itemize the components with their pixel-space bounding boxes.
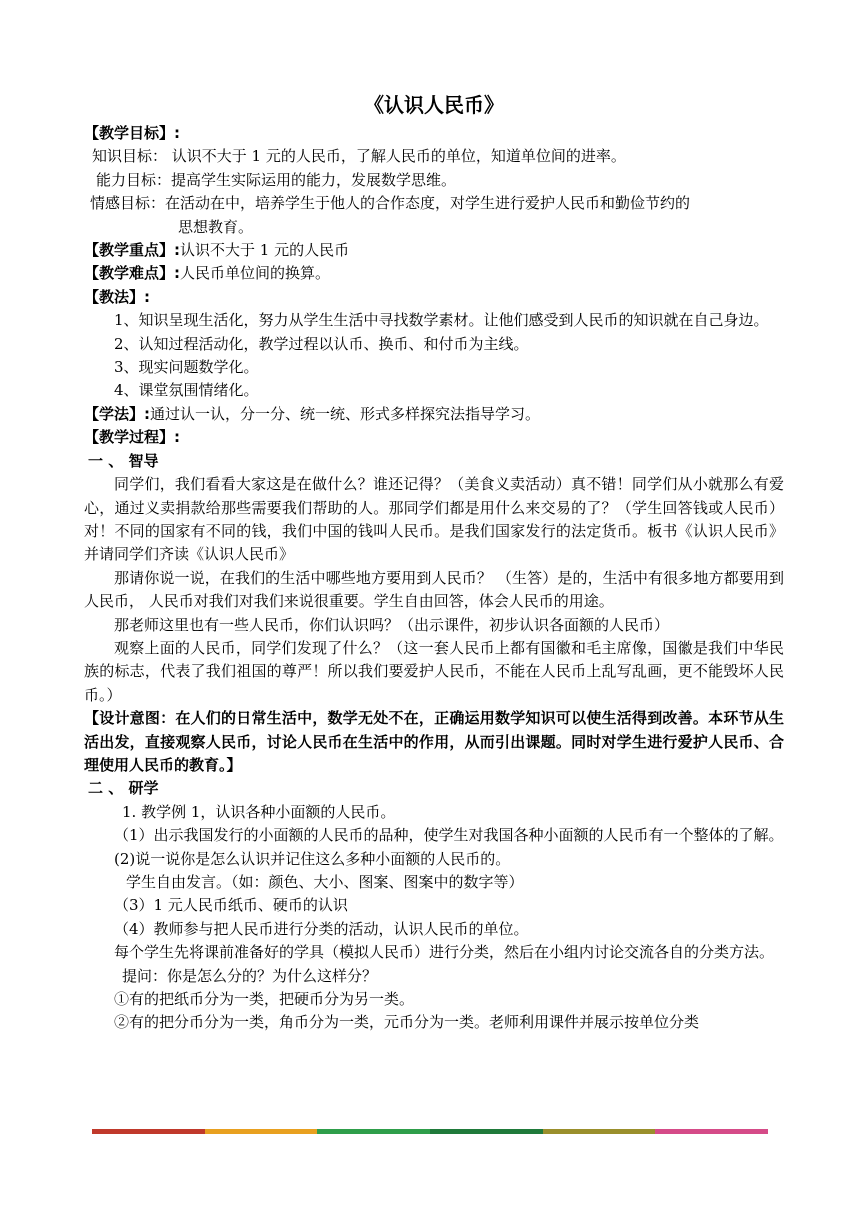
goal-emotion-line2: 思想教育。 <box>178 217 254 236</box>
document-page <box>84 90 784 1035</box>
difficulty-line <box>84 262 784 285</box>
section1-paragraph: 同学们，我们看看大家这是在做什么？谁还记得？（美食义卖活动）真不错！同学们从小就那么有爱心，通过义卖捐款给那些需要我们帮助的人。那同学们都是用什么来交易的了？（学生回答钱或人民币）对！不同的国家有不同的钱，我们中国的钱叫人民币。是我们国家发行的法定货币。板书《认识人民币》并请同学们齐读《认识人民币》 <box>84 475 784 564</box>
footer-segment <box>317 1129 430 1134</box>
section2-item: (2)说一说你是怎么认识并记住这么多种小面额的人民币的。 <box>114 849 511 868</box>
difficulty-text: 人民币单位间的换算。 <box>180 264 331 283</box>
goal-ability: 能力目标：提高学生实际运用的能力，发展数学思维。 <box>96 170 457 189</box>
footer-segment <box>430 1129 543 1134</box>
section2-item: 学生自由发言。（如：颜色、大小、图案、图案中的数字等） <box>126 873 524 891</box>
goal-emotion-line1: 情感目标：在活动在中，培养学生于他人的合作态度，对学生进行爱护人民币和勤俭节约的 <box>90 194 691 213</box>
section2-title: 二 、 研学 <box>88 779 159 798</box>
method-item: 4、课堂氛围情绪化。 <box>114 381 259 400</box>
section2-item: （3）1 元人民币纸币、硬币的认识 <box>114 896 348 915</box>
document-title: 《认识人民币》 <box>364 93 504 117</box>
focus-line <box>84 239 784 262</box>
footer-segment <box>655 1129 768 1134</box>
footer-segment <box>92 1129 205 1134</box>
section2-item: 每个学生先将课前准备好的学具（模拟人民币）进行分类，然后在小组内讨论交流各自的分类方法。 <box>114 943 775 962</box>
goals-heading: 【教学目标】: <box>84 124 180 142</box>
footer-segment <box>205 1129 318 1134</box>
section1-paragraph: 那请你说一说，在我们的生活中哪些地方要用到人民币？ （生答）是的，生活中有很多地方都要用到人民币， 人民币对我们对我们来说很重要。学生自由回答，体会人民币的用途。 <box>84 568 784 611</box>
learning-heading: 【学法】: <box>84 404 150 423</box>
section2-item: （4）教师参与把人民币进行分类的活动，认识人民币的单位。 <box>114 919 529 938</box>
footer-color-bar <box>92 1129 768 1134</box>
process-heading: 【教学过程】: <box>84 428 180 447</box>
focus-heading: 【教学重点】: <box>84 241 180 260</box>
section2-item: 提问：你是怎么分的？为什么这样分？ <box>122 966 378 985</box>
learning-text: 通过认一认，分一分、统一统、形式多样探究法指导学习。 <box>150 404 541 423</box>
focus-text: 认识不大于 1 元的人民币 <box>180 241 350 260</box>
method-item: 3、现实问题数学化。 <box>114 358 259 377</box>
section1-paragraph: 观察上面的人民币，同学们发现了什么？（这一套人民币上都有国徽和毛主席像，国徽是我们中华民族的标志，代表了我们祖国的尊严！所以我们要爱护人民币，不能在人民币上乱写乱画，更不能毁坏人民币。） <box>84 638 784 704</box>
method-item: 1、知识呈现生活化，努力从学生生活中寻找数学素材。让他们感受到人民币的知识就在自己身边。 <box>114 311 769 330</box>
method-item: 2、认知过程活动化，教学过程以认币、换币、和付币为主线。 <box>114 334 529 353</box>
section2-example: 1. 教学例 1，认识各种小面额的人民币。 <box>122 802 396 821</box>
learning-line <box>84 403 784 426</box>
design-intent: 【设计意图：在人们的日常生活中，数学无处不在，正确运用数学知识可以使生活得到改善。本环节从生活出发，直接观察人民币，讨论人民币在生活中的作用，从而引出课题。同时对学生进行爱护人民币、合理使用人民币的教育。】 <box>84 709 784 774</box>
goal-emotion <box>84 192 784 239</box>
section2-item: （1）出示我国发行的小面额的人民币的品种，使学生对我国各种小面额的人民币有一个整体的了解。 <box>114 826 784 845</box>
footer-segment <box>543 1129 656 1134</box>
methods-heading: 【教法】: <box>84 287 150 306</box>
section1-title: 一 、 智导 <box>88 451 159 470</box>
goal-knowledge: 知识目标： 认识不大于 1 元的人民币，了解人民币的单位，知道单位间的进率。 <box>92 147 626 166</box>
difficulty-heading: 【教学难点】: <box>84 264 180 283</box>
section2-item: ②有的把分币分为一类，角币分为一类，元币分为一类。老师利用课件并展示按单位分类 <box>114 1013 700 1032</box>
section2-item: ①有的把纸币分为一类，把硬币分为另一类。 <box>114 990 415 1009</box>
section1-paragraph: 那老师这里也有一些人民币，你们认识吗？（出示课件，初步认识各面额的人民币） <box>114 615 670 634</box>
